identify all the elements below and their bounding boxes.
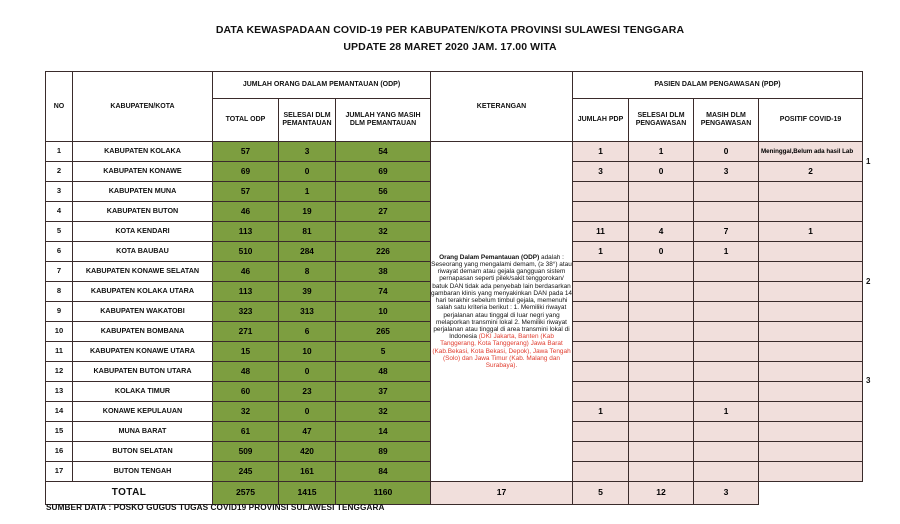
cell-pdp-masih: 1 [694, 402, 759, 422]
cell-pdp-masih: 3 [694, 162, 759, 182]
cell-pdp-jumlah [573, 322, 629, 342]
cell-pdp-selesai: 0 [629, 162, 694, 182]
cell-pdp-positif [759, 422, 863, 442]
cell-odp-masih: 27 [336, 202, 431, 222]
table-row [46, 142, 863, 162]
cell-odp-selesai: 81 [279, 222, 336, 242]
cell-pdp-selesai [629, 322, 694, 342]
cell-pdp-selesai [629, 182, 694, 202]
cell-pdp-positif [759, 402, 863, 422]
cell-pdp-masih: 7 [694, 222, 759, 242]
table-body [46, 142, 863, 505]
cell-odp-selesai: 23 [279, 382, 336, 402]
header-pdp-group: PASIEN DALAM PENGAWASAN (PDP) [573, 72, 863, 99]
cell-kabupaten: KABUPATEN MUNA [73, 182, 213, 202]
cell-odp-selesai: 39 [279, 282, 336, 302]
cell-odp-masih: 265 [336, 322, 431, 342]
cell-kabupaten: KOTA KENDARI [73, 222, 213, 242]
header-kabupaten: KABUPATEN/KOTA [73, 72, 213, 142]
cell-odp-masih: 54 [336, 142, 431, 162]
cell-no: 1 [46, 142, 73, 162]
cell-odp-total: 61 [213, 422, 279, 442]
cell-odp-selesai: 19 [279, 202, 336, 222]
cell-odp-total: 46 [213, 262, 279, 282]
cell-pdp-masih: 1 [694, 242, 759, 262]
cell-pdp-selesai [629, 262, 694, 282]
cell-pdp-selesai [629, 382, 694, 402]
cell-odp-total: 69 [213, 162, 279, 182]
cell-odp-selesai: 313 [279, 302, 336, 322]
cell-odp-selesai: 3 [279, 142, 336, 162]
cell-odp-total: 245 [213, 462, 279, 482]
cell-odp-selesai: 0 [279, 402, 336, 422]
cell-pdp-selesai [629, 402, 694, 422]
cell-no: 16 [46, 442, 73, 462]
cell-kabupaten: KOLAKA TIMUR [73, 382, 213, 402]
cell-pdp-positif [759, 462, 863, 482]
cell-odp-total: 271 [213, 322, 279, 342]
cell-pdp-selesai [629, 462, 694, 482]
cell-no: 6 [46, 242, 73, 262]
header-odp-total: TOTAL ODP [213, 99, 279, 142]
cell-pdp-positif [759, 182, 863, 202]
total-odp-total: 2575 [213, 482, 279, 505]
cell-no: 10 [46, 322, 73, 342]
source-footer: SUMBER DATA : POSKO GUGUS TUGAS COVID19 PROVINSI SULAWESI TENGGARA [46, 503, 385, 512]
header-pdp-selesai: SELESAI DLM PENGAWASAN [629, 99, 694, 142]
cell-odp-masih: 10 [336, 302, 431, 322]
cell-odp-masih: 5 [336, 342, 431, 362]
header-odp-group: JUMLAH ORANG DALAM PEMANTAUAN (ODP) [213, 72, 431, 99]
cell-odp-selesai: 1 [279, 182, 336, 202]
cell-pdp-masih [694, 182, 759, 202]
cell-pdp-positif [759, 342, 863, 362]
cell-pdp-masih [694, 262, 759, 282]
cell-pdp-selesai [629, 442, 694, 462]
cell-kabupaten: KOTA BAUBAU [73, 242, 213, 262]
cell-kabupaten: KABUPATEN KONAWE SELATAN [73, 262, 213, 282]
table-header [46, 72, 863, 142]
header-no: NO [46, 72, 73, 142]
cell-pdp-positif [759, 262, 863, 282]
cell-pdp-jumlah: 1 [573, 242, 629, 262]
cell-odp-selesai: 8 [279, 262, 336, 282]
cell-odp-total: 46 [213, 202, 279, 222]
cell-kabupaten: KABUPATEN WAKATOBI [73, 302, 213, 322]
cell-no: 13 [46, 382, 73, 402]
page-title [0, 0, 900, 55]
cell-odp-selesai: 47 [279, 422, 336, 442]
cell-no: 2 [46, 162, 73, 182]
cell-no: 12 [46, 362, 73, 382]
cell-no: 7 [46, 262, 73, 282]
cell-odp-total: 57 [213, 182, 279, 202]
cell-pdp-masih [694, 362, 759, 382]
cell-pdp-positif [759, 302, 863, 322]
cell-pdp-selesai [629, 282, 694, 302]
cell-pdp-positif [759, 362, 863, 382]
cell-kabupaten: BUTON TENGAH [73, 462, 213, 482]
total-odp-selesai: 1415 [279, 482, 336, 505]
cell-pdp-jumlah [573, 282, 629, 302]
total-pdp-positif: 3 [694, 482, 759, 505]
cell-keterangan [431, 142, 573, 482]
cell-pdp-selesai [629, 422, 694, 442]
keterangan-red-note: (DKI Jakarta, Banten (Kab Tanggerang, Kota Tanggerang) Jawa Barat (Kab.Bekasi, Kota Bekasi, Depok), Jawa Tengah (Solo) dan Jawa Timur (Kab. Malang dan Surabaya). [432, 333, 571, 370]
cell-pdp-jumlah [573, 202, 629, 222]
edge-marker: 3 [866, 376, 871, 385]
cell-odp-selesai: 161 [279, 462, 336, 482]
header-odp-masih: JUMLAH YANG MASIH DLM PEMANTAUAN [336, 99, 431, 142]
cell-kabupaten: KABUPATEN BUTON UTARA [73, 362, 213, 382]
covid-data-table [45, 71, 863, 505]
cell-pdp-jumlah [573, 182, 629, 202]
cell-pdp-positif [759, 322, 863, 342]
cell-pdp-positif [759, 442, 863, 462]
cell-pdp-selesai: 0 [629, 242, 694, 262]
cell-odp-masih: 74 [336, 282, 431, 302]
cell-pdp-jumlah: 3 [573, 162, 629, 182]
cell-pdp-masih [694, 202, 759, 222]
cell-kabupaten: KONAWE KEPULAUAN [73, 402, 213, 422]
cell-pdp-positif: Meninggal,Belum ada hasil Lab [759, 142, 863, 162]
cell-kabupaten: KABUPATEN KONAWE [73, 162, 213, 182]
edge-marker: 2 [866, 277, 871, 286]
keterangan-body: adalah : Seseorang yang mengalami demam, (≥ 38°) atau riwayat demam atau gejala gangguan sistem pernapasan seperti pilek/sakit tenggorokan/ batuk DAN tidak ada penyebab lain berdasarkan gambaran klinis yang menyakinkan DAN pada 14 hari terakhir sebelum timbul gejala, memenuhi salah satu kriteria berikut : 1. Memiliki riwayat perjalanan atau tinggal di luar negri yang melaporkan transmini lokal 2. Memiliki riwayat perjalanan atau tinggal di area transmini lokal di Indonesia [431, 253, 572, 341]
cell-odp-selesai: 0 [279, 362, 336, 382]
cell-odp-masih: 69 [336, 162, 431, 182]
header-odp-selesai: SELESAI DLM PEMANTAUAN [279, 99, 336, 142]
cell-pdp-masih [694, 462, 759, 482]
header-pdp-jumlah: JUMLAH PDP [573, 99, 629, 142]
cell-pdp-masih [694, 302, 759, 322]
cell-odp-total: 32 [213, 402, 279, 422]
cell-no: 4 [46, 202, 73, 222]
cell-odp-masih: 38 [336, 262, 431, 282]
cell-odp-total: 323 [213, 302, 279, 322]
cell-pdp-selesai [629, 302, 694, 322]
cell-odp-selesai: 6 [279, 322, 336, 342]
cell-pdp-masih [694, 322, 759, 342]
total-odp-masih: 1160 [336, 482, 431, 505]
cell-odp-masih: 56 [336, 182, 431, 202]
cell-odp-masih: 32 [336, 222, 431, 242]
cell-kabupaten: KABUPATEN KONAWE UTARA [73, 342, 213, 362]
cell-odp-masih: 48 [336, 362, 431, 382]
cell-pdp-jumlah [573, 382, 629, 402]
cell-kabupaten: KABUPATEN BOMBANA [73, 322, 213, 342]
cell-pdp-jumlah [573, 302, 629, 322]
cell-pdp-jumlah [573, 362, 629, 382]
title-line-2: UPDATE 28 MARET 2020 JAM. 17.00 WITA [343, 41, 557, 53]
cell-kabupaten: KABUPATEN BUTON [73, 202, 213, 222]
cell-no: 11 [46, 342, 73, 362]
cell-odp-total: 113 [213, 282, 279, 302]
cell-odp-total: 510 [213, 242, 279, 262]
cell-odp-total: 15 [213, 342, 279, 362]
cell-odp-total: 60 [213, 382, 279, 402]
header-keterangan: KETERANGAN [431, 72, 573, 142]
cell-no: 9 [46, 302, 73, 322]
cell-pdp-masih [694, 442, 759, 462]
cell-pdp-masih [694, 282, 759, 302]
cell-no: 14 [46, 402, 73, 422]
covid-data-table-container [45, 71, 862, 505]
cell-no: 15 [46, 422, 73, 442]
cell-pdp-positif: 2 [759, 162, 863, 182]
header-pdp-positif: POSITIF COVID-19 [759, 99, 863, 142]
cell-pdp-positif [759, 242, 863, 262]
cell-pdp-masih [694, 342, 759, 362]
cell-odp-masih: 37 [336, 382, 431, 402]
cell-pdp-jumlah: 1 [573, 142, 629, 162]
cell-pdp-jumlah: 1 [573, 402, 629, 422]
cell-pdp-masih [694, 382, 759, 402]
cell-pdp-selesai: 1 [629, 142, 694, 162]
cell-odp-masih: 14 [336, 422, 431, 442]
cell-pdp-selesai [629, 202, 694, 222]
cell-no: 5 [46, 222, 73, 242]
edge-marker: 1 [866, 157, 871, 166]
cell-odp-selesai: 284 [279, 242, 336, 262]
cell-pdp-positif: 1 [759, 222, 863, 242]
total-pdp-masih: 12 [629, 482, 694, 505]
cell-odp-selesai: 0 [279, 162, 336, 182]
cell-kabupaten: KABUPATEN KOLAKA [73, 142, 213, 162]
cell-pdp-jumlah: 11 [573, 222, 629, 242]
cell-odp-masih: 226 [336, 242, 431, 262]
cell-odp-selesai: 420 [279, 442, 336, 462]
cell-odp-total: 57 [213, 142, 279, 162]
cell-pdp-jumlah [573, 342, 629, 362]
cell-odp-selesai: 10 [279, 342, 336, 362]
title-line-1: DATA KEWASPADAAN COVID-19 PER KABUPATEN/KOTA PROVINSI SULAWESI TENGGARA [215, 24, 685, 36]
total-pdp-jumlah: 17 [431, 482, 573, 505]
cell-pdp-masih: 0 [694, 142, 759, 162]
cell-kabupaten: BUTON SELATAN [73, 442, 213, 462]
cell-pdp-jumlah [573, 462, 629, 482]
cell-odp-masih: 32 [336, 402, 431, 422]
cell-pdp-positif [759, 202, 863, 222]
cell-pdp-positif [759, 282, 863, 302]
cell-odp-masih: 89 [336, 442, 431, 462]
total-label: TOTAL [46, 482, 213, 505]
cell-pdp-jumlah [573, 422, 629, 442]
cell-no: 8 [46, 282, 73, 302]
cell-odp-masih: 84 [336, 462, 431, 482]
cell-odp-total: 509 [213, 442, 279, 462]
header-pdp-masih: MASIH DLM PENGAWASAN [694, 99, 759, 142]
cell-no: 3 [46, 182, 73, 202]
edge-markers [866, 71, 890, 495]
total-pdp-selesai: 5 [573, 482, 629, 505]
cell-pdp-selesai: 4 [629, 222, 694, 242]
cell-odp-total: 113 [213, 222, 279, 242]
cell-pdp-selesai [629, 362, 694, 382]
cell-kabupaten: KABUPATEN KOLAKA UTARA [73, 282, 213, 302]
cell-pdp-masih [694, 422, 759, 442]
cell-no: 17 [46, 462, 73, 482]
cell-kabupaten: MUNA BARAT [73, 422, 213, 442]
cell-pdp-jumlah [573, 442, 629, 462]
table-total-row [46, 482, 863, 505]
cell-pdp-selesai [629, 342, 694, 362]
cell-pdp-jumlah [573, 262, 629, 282]
cell-odp-total: 48 [213, 362, 279, 382]
keterangan-heading: Orang Dalam Pemantauan (ODP) [439, 253, 540, 261]
cell-pdp-positif [759, 382, 863, 402]
